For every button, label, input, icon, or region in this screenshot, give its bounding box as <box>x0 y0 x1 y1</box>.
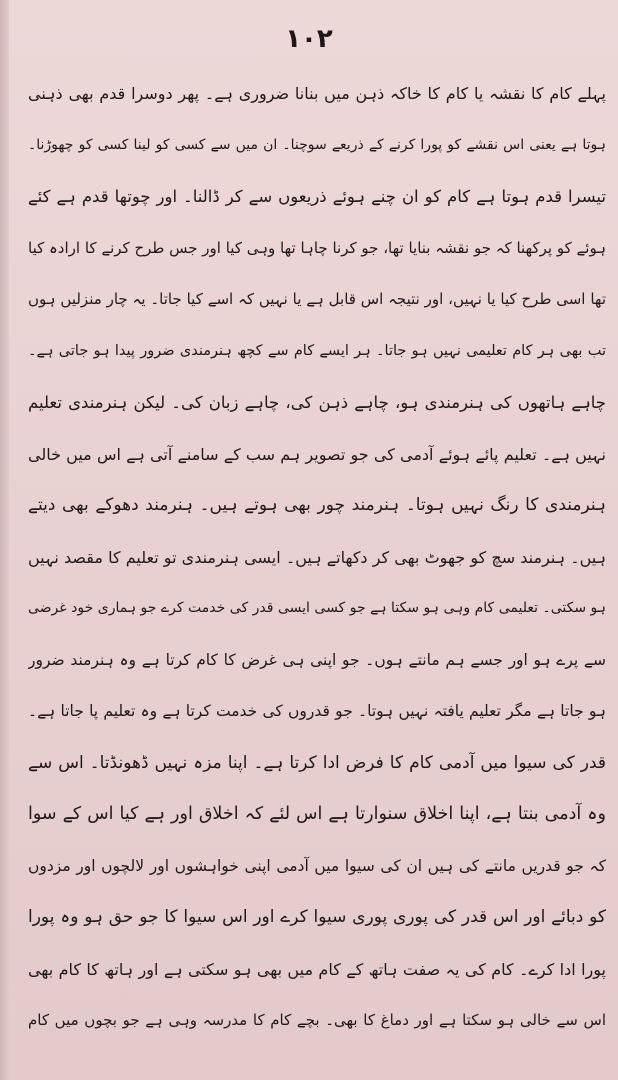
text-line: پورا ادا کرے۔ کام کی یہ صفت ہاتھ کے کام میں بھی ہو سکتی ہے اور ہاتھ کا کام بھی <box>28 959 606 979</box>
text-line: چاہے ہاتھوں کی ہنرمندی ہو، چاہے ذہن کی، چاہے زبان کی۔ لیکن ہنرمندی تعلیم <box>28 393 606 412</box>
text-line: وہ آدمی بنتا ہے، اپنا اخلاق سنوارتا ہے اس لئے کہ اخلاق اور ہے کیا اس کے سوا <box>28 804 606 824</box>
page-binding-edge <box>0 0 9 1080</box>
text-line: ہنرمندی کا رنگ نہیں ہوتا۔ ہنرمند چور بھی ہوتے ہیں۔ ہنرمند دھوکے بھی دیتے <box>28 495 606 515</box>
text-line: کو دبائے اور اس قدر کی پوری پوری سیوا کرے اور اس سیوا کا جو حق ہو وہ پورا <box>28 907 606 927</box>
text-line: تھا اسی طرح کیا یا نہیں، اور نتیجہ اس قابل ہے یا نہیں کہ اسے کیا جاتا۔ یہ چار منزلیں ہوں <box>28 290 606 308</box>
text-line: تیسرا قدم ہوتا ہے کام کو ان چنے ہوئے ذریعوں سے کر ڈالنا۔ اور چوتھا قدم ہے کئے <box>28 187 606 206</box>
text-line: نہیں ہے۔ تعلیم پائے ہوئے آدمی کی جو تصویر ہم سب کے سامنے آتی ہے اس میں خالی <box>28 444 606 464</box>
body-text <box>28 68 606 1047</box>
text-line: ہو سکتی۔ تعلیمی کام وہی ہو سکتا ہے جو کسی ایسی قدر کی خدمت کرے جو ہماری خود غرضی <box>28 600 606 616</box>
page-number: ۱۰۲ <box>285 24 333 54</box>
text-line: پہلے کام کا نقشہ یا کام کا خاکہ ذہن میں بنانا ضروری ہے۔ پھر دوسرا قدم بھی ذہنی <box>28 84 606 103</box>
text-line: اس سے خالی ہو سکتا ہے اور دماغ کا بھی۔ بچے کام کا مدرسہ وہی ہے جو بچوں میں کام <box>28 1011 606 1029</box>
text-line: تب بھی ہر کام تعلیمی نہیں ہو جاتا۔ ہر ایسے کام سے کچھ ہنرمندی ضرور پیدا ہو جاتی ہے۔ <box>28 342 606 359</box>
text-line: ہیں۔ ہنرمند سچ کو جھوٹ بھی کر دکھاتے ہیں۔ ایسی ہنرمندی تو تعلیم کا مقصد نہیں <box>28 547 606 567</box>
text-line: ہوئے کو پرکھنا کہ جو نقشہ بنایا تھا، جو کرنا چاہا تھا وہی کیا اور جس طرح کرنے کا ارادہ کیا <box>28 238 606 257</box>
text-line: کہ جو قدریں مانتے کی ہیں ان کی سیوا میں آدمی اپنی خواہشوں اور لالچوں اور مزدوں <box>28 856 606 875</box>
text-line: ہوتا ہے یعنی اس نقشے کو پورا کرنے کے ذریعے سوچنا۔ ان میں سے کسی کو لینا کسی کو چھوڑنا۔ <box>28 136 606 153</box>
text-line: ہو جاتا ہے مگر تعلیم یافتہ نہیں ہوتا۔ جو قدروں کی خدمت کرتا ہے وہ تعلیم پا جاتا ہے۔ <box>28 702 606 720</box>
text-line: قدر کی سیوا میں آدمی کام کا فرض ادا کرتا ہے۔ اپنا مزہ نہیں ڈھونڈتا۔ اس سے <box>28 752 606 773</box>
text-line: سے پرے ہو اور جسے ہم مانتے ہوں۔ جو اپنی ہی غرض کا کام کرتا ہے وہ ہنرمند ضرور <box>28 650 606 669</box>
